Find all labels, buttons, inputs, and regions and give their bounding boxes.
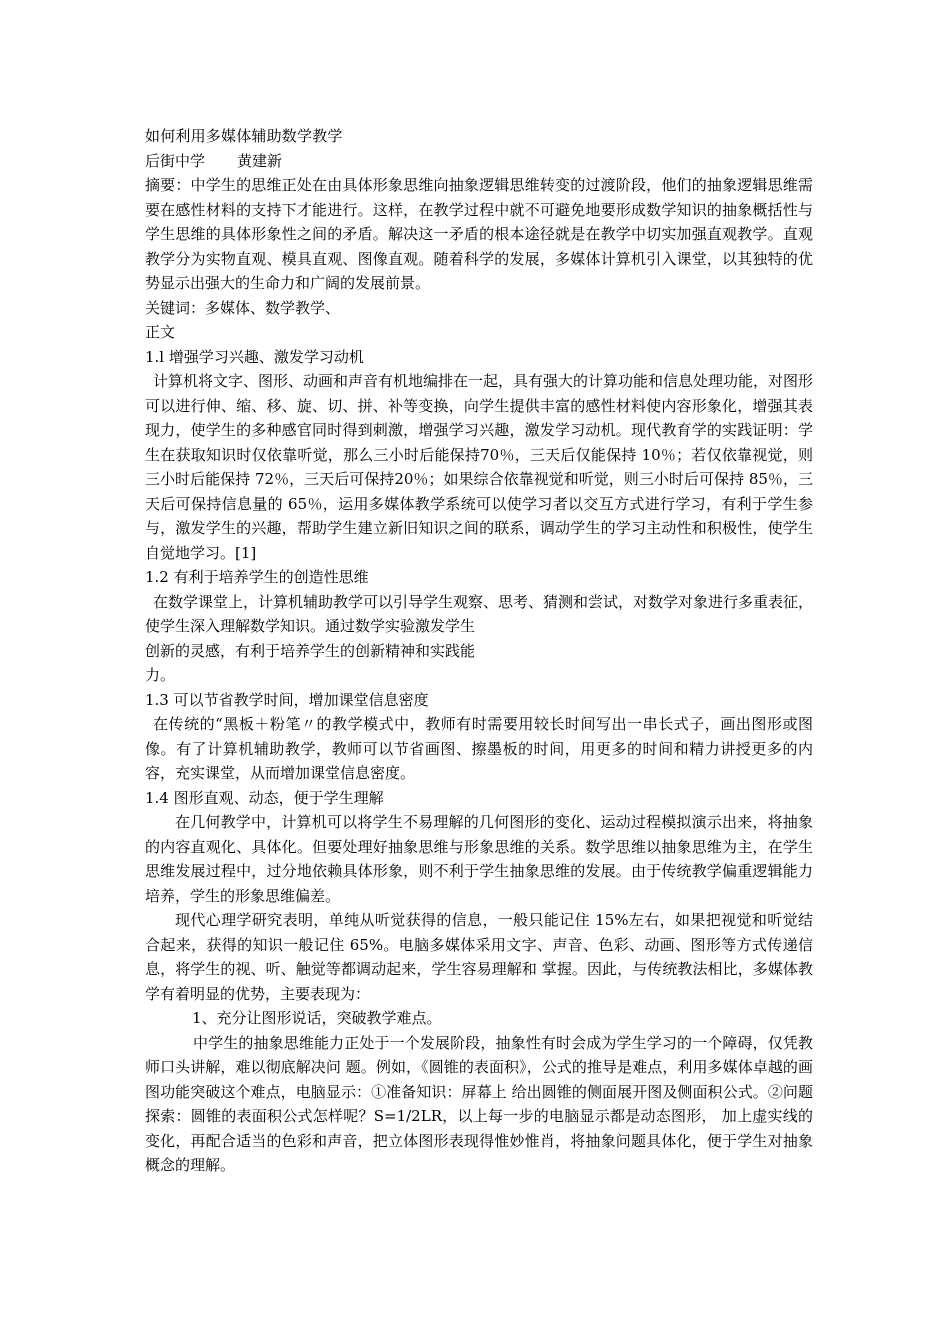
author-name: 黄建新 xyxy=(237,151,283,170)
section-paragraph-1-4-b: 现代心理学研究表明，单纯从听觉获得的信息，一般只能记住 15%左右，如果把视觉和听觉结合起来，获得的知识一般记住 65%。电脑多媒体采用文字、声音、色彩、动画、图形等方式传递信息，将学生的视、听、触觉等都调动起来，学生容易理解和 掌握。因此，与传统教法相比，多媒体教学有着明显的优势，主要表现为： xyxy=(145,911,813,1003)
author-school: 后街中学 xyxy=(145,151,206,170)
author-line xyxy=(145,149,813,174)
section-paragraph-1-4-a: 在几何教学中，计算机可以将学生不易理解的几何图形的变化、运动过程模拟演示出来，将抽象的内容直观化、具体化。但要处理好抽象思维与形象思维的关系。数学思维以抽象思维为主，在学生思维发展过程中，过分地依赖具体形象，则不利于学生抽象思维的发展。由于传统教学偏重逻辑能力培养，学生的形象思维偏差。 xyxy=(145,813,813,905)
section-paragraph-1-2-line2: 创新的灵感，有利于培养学生的创新精神和实践能 xyxy=(145,641,476,660)
section-heading-1-1: 1.l 增强学习兴趣、激发学习动机 xyxy=(145,347,364,366)
section-paragraph-1-4-c: 中学生的抽象思维能力正处于一个发展阶段，抽象性有时会成为学生学习的一个障碍，仅凭教师口头讲解，难以彻底解决问 题。例如，《圆锥的表面积》，公式的推导是难点，利用多媒体卓越的画图功能突破这个难点，电脑显示：①准备知识：屏幕上 给出圆锥的侧面展开图及侧面积公式。②问题探索：圆锥的表面积公式怎样呢？S=1/2LR，以上每一步的电脑显示都是动态图形， 加上虚实线的变化，再配合适当的色彩和声音，把立体图形表现得惟妙惟肖，将抽象问题具体化，便于学生对抽象概念的理解。 xyxy=(145,1033,813,1174)
body-label: 正文 xyxy=(145,323,176,341)
section-heading-1-2: 1.2 有利于培养学生的创造性思维 xyxy=(145,568,369,586)
section-paragraph-1-2-line3: 力。 xyxy=(145,666,176,684)
section-heading-1-3: 1.3 可以节省教学时间，增加课堂信息密度 xyxy=(145,690,429,709)
section-heading-1-4: 1.4 图形直观、动态，便于学生理解 xyxy=(145,788,384,807)
article-title: 如何利用多媒体辅助数学教学 xyxy=(145,127,343,145)
keywords-line: 关键词：多媒体、数学教学、 xyxy=(145,298,341,317)
section-paragraph-1-3: 在传统的“黑板＋粉笔〃的教学模式中，教师有时需要用较长时间写出一串长式子，画出图形或图像。有了计算机辅助教学，教师可以节省画图、擦墨板的时间，用更多的时间和精力讲授更多的内容，充实课堂，从而增加课堂信息密度。 xyxy=(145,715,813,782)
section-paragraph-1-2: 在数学课堂上，计算机辅助教学可以引导学生观察、思考、猜测和尝试，对数学对象进行多重表征，使学生深入理解数学知识。通过数学实验激发学生 xyxy=(145,592,814,635)
list-item-1: 1、充分让图形说话，突破教学难点。 xyxy=(192,1009,442,1027)
section-paragraph-1-1: 计算机将文字、图形、动画和声音有机地编排在一起，具有强大的计算功能和信息处理功能，对图形可以进行伸、缩、移、旋、切、拼、补等变换，向学生提供丰富的感性材料使内容形象化，增强其表现力，使学生的多种感官同时得到刺激，增强学习兴趣，激发学习动机。现代教育学的实践证明：学生在获取知识时仅依靠听觉，那么三小时后能保持70％，三天后仅能保持 10％；若仅依靠视觉，则三小时后能保持 72％，三天后可保持20％；如果综合依靠视觉和听觉，则三小时后可保持 85％，三天后可保持信息量的 65％，运用多媒体教学系统可以使学习者以交互方式进行学习，有利于学生参与，激发学生的兴趣，帮助学生建立新旧知识之间的联系，调动学生的学习主动性和积极性，使学生自觉地学习。[1] xyxy=(145,372,814,562)
document-page xyxy=(145,124,813,1178)
abstract-paragraph: 摘要：中学生的思维正处在由具体形象思维向抽象逻辑思维转变的过渡阶段，他们的抽象逻辑思维需要在感性材料的支持下才能进行。这样，在教学过程中就不可避免地要形成数学知识的抽象概括性与学生思维的具体形象性之间的矛盾。解决这一矛盾的根本途径就是在教学中切实加强直观教学。直观教学分为实物直观、模具直观、图像直观。随着科学的发展，多媒体计算机引入课堂，以其独特的优势显示出强大的生命力和广阔的发展前景。 xyxy=(145,176,813,292)
